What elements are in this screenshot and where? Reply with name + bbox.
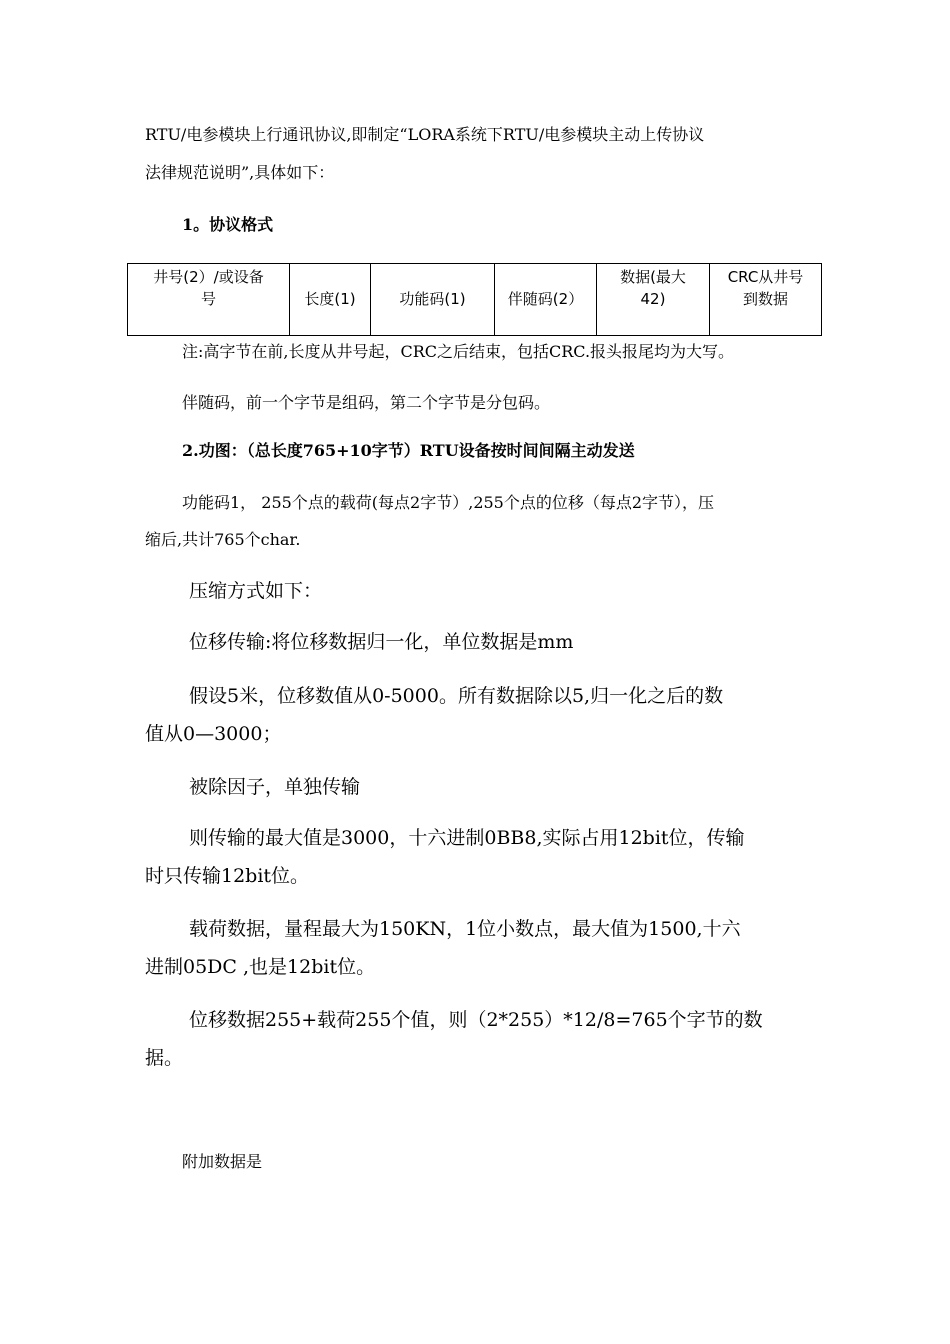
section-2-heading: 2.功图：（总长度765+10字节）RTU设备按时间间隔主动发送 [182,441,635,460]
note-companion-code: 伴随码，前一个字节是组码，第二个字节是分包码。 [182,393,551,412]
cell-text-line-2: 号 [200,289,216,308]
table-cell-companion-code [495,264,597,336]
max-value-line-1: 则传输的最大值是3000，十六进制0BB8,实际占用12bit位，传输 [189,827,745,849]
total-bytes-line-2: 据。 [145,1047,184,1069]
table-cell-crc [710,264,822,336]
table-cell-length [290,264,371,336]
protocol-format-table [127,263,822,336]
load-data-line-2: 进制05DC ,也是12bit位。 [145,956,376,978]
cell-text-line-1: 伴随码(2） [507,289,584,308]
max-value-line-2: 时只传输12bit位。 [145,865,310,887]
cell-text-line-1: CRC从井号 [727,268,804,286]
intro-line-1: RTU/电参模块上行通讯协议,即制定“LORA系统下RTU/电参模块主动上传协议 [145,125,705,144]
displacement-transfer: 位移传输:将位移数据归一化，单位数据是mm [189,631,574,653]
cell-text-line-2: 到数据 [742,289,788,308]
intro-line-2: 法律规范说明”,具体如下： [145,163,335,182]
cell-text-line-2: 42) [640,289,666,308]
section-1-heading: 1。协议格式 [182,215,274,234]
cell-text-line-1: 数据(最大 [620,268,686,286]
assumption-line-1: 假设5米，位移数值从0-5000。所有数据除以5,归一化之后的数 [189,685,724,707]
note-byte-order: 注:高字节在前,长度从井号起，CRC之后结束，包括CRC.报头报尾均为大写。 [182,342,735,361]
section-2-paragraph-line-2: 缩后,共计765个char. [145,530,301,549]
load-data-line-1: 载荷数据，量程最大为150KN，1位小数点，最大值为1500,十六 [189,918,741,940]
cell-text-line-1: 长度(1) [304,289,356,308]
cell-text-line-1: 功能码(1) [399,289,466,308]
compression-title: 压缩方式如下： [189,580,323,602]
cell-text-line-1: 井号(2）/或设备 [153,268,264,286]
divisor-note: 被除因子，单独传输 [189,776,361,798]
section-2-paragraph-line-1: 功能码1， 255个点的载荷(每点2字节）,255个点的位移（每点2字节），压 [182,493,715,512]
table-cell-well-id [128,264,290,336]
additional-data-label: 附加数据是 [182,1152,263,1171]
table-cell-data [597,264,710,336]
total-bytes-line-1: 位移数据255+载荷255个值，则（2*255）*12/8=765个字节的数 [189,1009,763,1031]
table-cell-function-code [371,264,495,336]
table-row [128,264,822,336]
assumption-line-2: 值从0—3000； [145,723,282,745]
